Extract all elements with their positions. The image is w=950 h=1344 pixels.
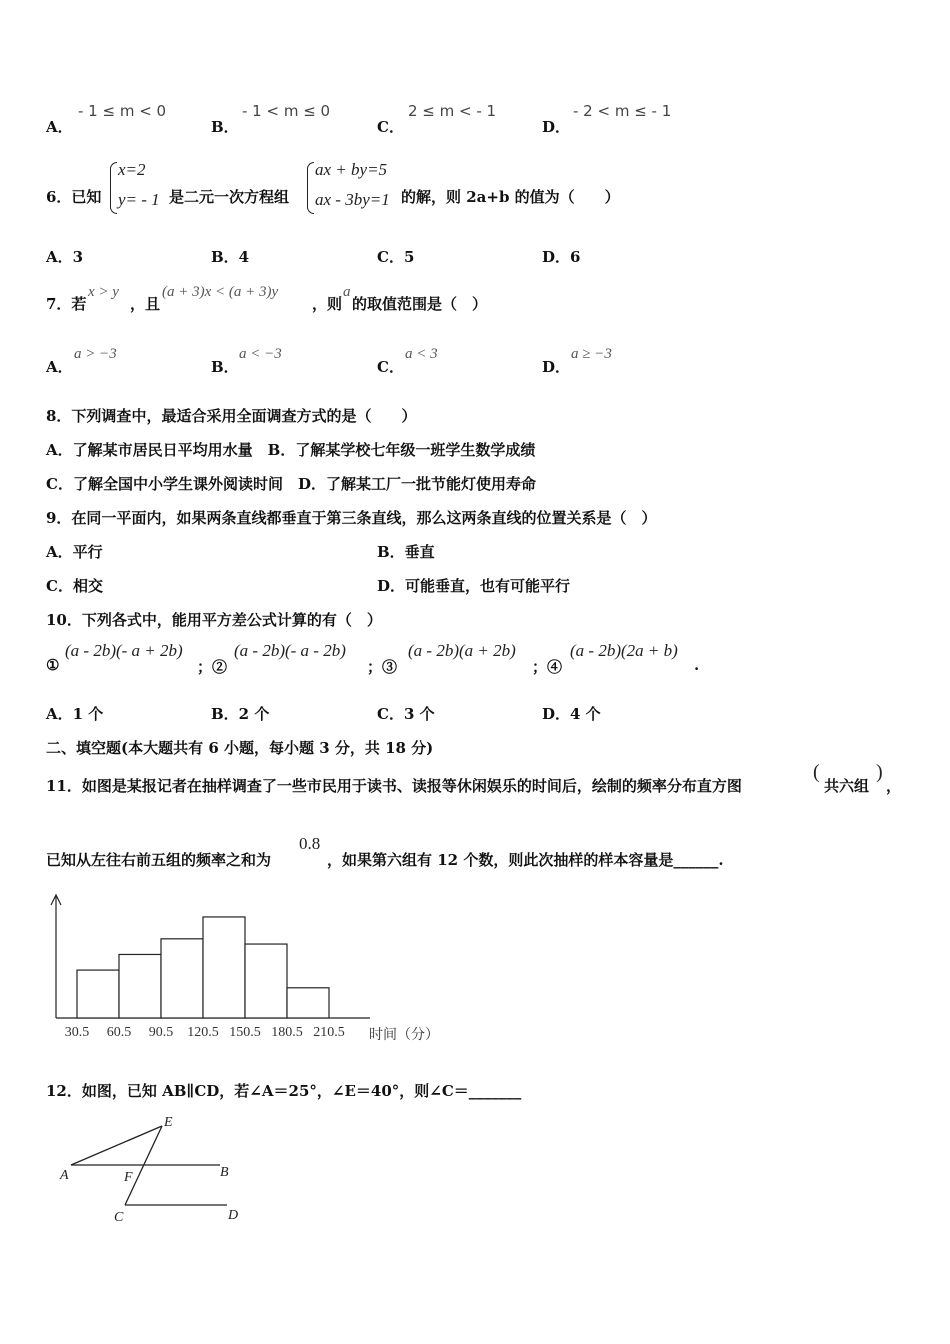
q10-expression-1: (a - 2b)(- a + 2b) xyxy=(65,641,183,660)
q5-option-d-label: D． xyxy=(542,118,571,136)
histogram-tick-label-3: 90.5 xyxy=(148,1025,174,1040)
q7-option-b-label: B． xyxy=(211,358,239,376)
q7-variable: a xyxy=(343,284,351,300)
q6-option-d: D．6 xyxy=(542,248,581,266)
point-f-label: F xyxy=(124,1170,133,1185)
q6-system1-line1: x=2 xyxy=(118,160,146,179)
q6-system2-line1: ax + by=5 xyxy=(315,160,388,179)
q5-option-a-expr: - 1 ≤ m < 0 xyxy=(78,102,167,120)
q7-option-c-label: C． xyxy=(377,358,404,376)
q9-option-c: C．相交 xyxy=(46,577,103,595)
q10-expression-4: (a - 2b)(2a + b) xyxy=(570,641,678,660)
q7-option-a-expr: a > −3 xyxy=(74,346,117,362)
q7-condition-1: x > y xyxy=(88,284,119,300)
q10-option-b: B．2 个 xyxy=(211,705,270,723)
histogram-bar-4 xyxy=(203,917,245,1018)
q8-stem: 8．下列调查中，最适合采用全面调查方式的是（ ） xyxy=(46,407,417,425)
q7-mid-1: ，且 xyxy=(130,295,161,313)
q10-expression-3: (a - 2b)(a + 2b) xyxy=(408,641,516,660)
section-2-heading: 二、填空题(本大题共有 6 小题，每小题 3 分，共 18 分) xyxy=(46,739,434,757)
q10-stem: 10．下列各式中，能用平方差公式计算的有（ ） xyxy=(46,611,382,629)
q8-options-line-1: A．了解某市居民日平均用水量 B．了解某学校七年级一班学生数学成绩 xyxy=(46,441,536,459)
q6-suffix: 的解，则 2a+b 的值为（ ） xyxy=(401,188,620,206)
q10-number-1: ① xyxy=(46,656,60,674)
q6-option-b: B．4 xyxy=(211,248,250,266)
q9-option-d: D．可能垂直，也有可能平行 xyxy=(377,577,571,595)
q9-option-b: B．垂直 xyxy=(377,543,435,561)
frequency-histogram xyxy=(40,888,470,1048)
q7-option-d-label: D． xyxy=(542,358,571,376)
histogram-tick-label-6: 180.5 xyxy=(271,1025,303,1040)
histogram-tick-label-4: 120.5 xyxy=(187,1025,219,1040)
q8-options-line-2: C．了解全国中小学生课外阅读时间 D．了解某工厂一批节能灯使用寿命 xyxy=(46,475,536,493)
q10-option-d: D．4 个 xyxy=(542,705,601,723)
q6-prefix: 6．已知 xyxy=(46,188,102,206)
q7-condition-2: (a + 3)x < (a + 3)y xyxy=(162,284,279,300)
q5-option-c-label: C． xyxy=(377,118,404,136)
q11-paren-open: ( xyxy=(813,761,820,783)
q11-frequency-value: 0.8 xyxy=(299,834,321,853)
q11-paren-close: ) xyxy=(876,761,883,783)
histogram-x-axis-label: 时间（分） xyxy=(369,1028,439,1043)
q7-option-b-expr: a < −3 xyxy=(239,346,282,362)
q10-number-2: ；② xyxy=(197,658,228,676)
q10-option-a: A．1 个 xyxy=(46,705,104,723)
q10-period: . xyxy=(694,656,700,674)
q11-group-text: 共六组 xyxy=(824,777,870,795)
q5-option-b-expr: - 1 < m ≤ 0 xyxy=(242,102,331,120)
q5-option-a-label: A． xyxy=(46,118,73,136)
histogram-tick-label-1: 30.5 xyxy=(64,1025,90,1040)
q12-stem: 12．如图，已知 AB∥CD，若∠A＝25°，∠E＝40°，则∠C＝_______ xyxy=(46,1082,522,1100)
q7-option-d-expr: a ≥ −3 xyxy=(571,346,612,362)
q6-left-brace-2 xyxy=(307,162,314,214)
q11-stem-line-2-prefix: 已知从左往右前五组的频率之和为 xyxy=(46,851,272,869)
q11-stem-line-1: 11．如图是某报记者在抽样调查了一些市民用于读书、读报等休闲娱乐的时间后，绘制的频率分布直方图 xyxy=(46,777,742,795)
histogram-tick-label-5: 150.5 xyxy=(229,1025,261,1040)
point-b-label: B xyxy=(220,1165,229,1180)
q6-middle-text: 是二元一次方程组 xyxy=(169,188,290,206)
q10-option-c: C．3 个 xyxy=(377,705,435,723)
parallel-lines-figure xyxy=(55,1108,255,1226)
q5-option-d-expr: - 2 < m ≤ - 1 xyxy=(573,102,672,120)
q7-option-a-label: A． xyxy=(46,358,73,376)
q10-number-3: ；③ xyxy=(367,658,398,676)
q5-option-c-expr: 2 ≤ m < - 1 xyxy=(408,102,497,120)
histogram-bar-5 xyxy=(245,944,287,1018)
q11-comma: ， xyxy=(886,777,902,795)
q9-stem: 9．在同一平面内，如果两条直线都垂直于第三条直线，那么这两条直线的位置关系是（ ） xyxy=(46,509,657,527)
q7-suffix: 的取值范围是（ ） xyxy=(352,295,488,313)
histogram-bar-3 xyxy=(161,939,203,1018)
q10-number-4: ；④ xyxy=(532,658,563,676)
histogram-tick-label-7: 210.5 xyxy=(313,1025,345,1040)
q6-option-a: A．3 xyxy=(46,248,84,266)
q5-option-b-label: B． xyxy=(211,118,239,136)
q6-option-c: C．5 xyxy=(377,248,415,266)
q7-option-c-expr: a < 3 xyxy=(405,346,438,362)
histogram-bar-2 xyxy=(119,954,161,1018)
point-e-label: E xyxy=(164,1115,173,1130)
histogram-bar-1 xyxy=(77,970,119,1018)
point-c-label: C xyxy=(114,1210,124,1225)
point-d-label: D xyxy=(228,1208,239,1223)
histogram-tick-label-2: 60.5 xyxy=(106,1025,132,1040)
histogram-bar-6 xyxy=(287,988,329,1018)
q10-expression-2: (a - 2b)(- a - 2b) xyxy=(234,641,346,660)
segment-ae xyxy=(71,1126,162,1165)
q6-system2-line2: ax - 3by=1 xyxy=(315,190,390,209)
q11-stem-line-2-suffix: ，如果第六组有 12 个数，则此次抽样的样本容量是______. xyxy=(327,851,724,869)
q7-prefix: 7．若 xyxy=(46,295,87,313)
q6-left-brace-1 xyxy=(110,162,117,214)
q7-mid-2: ，则 xyxy=(312,295,343,313)
q6-system1-line2: y= - 1 xyxy=(118,190,160,209)
q9-option-a: A．平行 xyxy=(46,543,103,561)
point-a-label: A xyxy=(60,1168,69,1183)
